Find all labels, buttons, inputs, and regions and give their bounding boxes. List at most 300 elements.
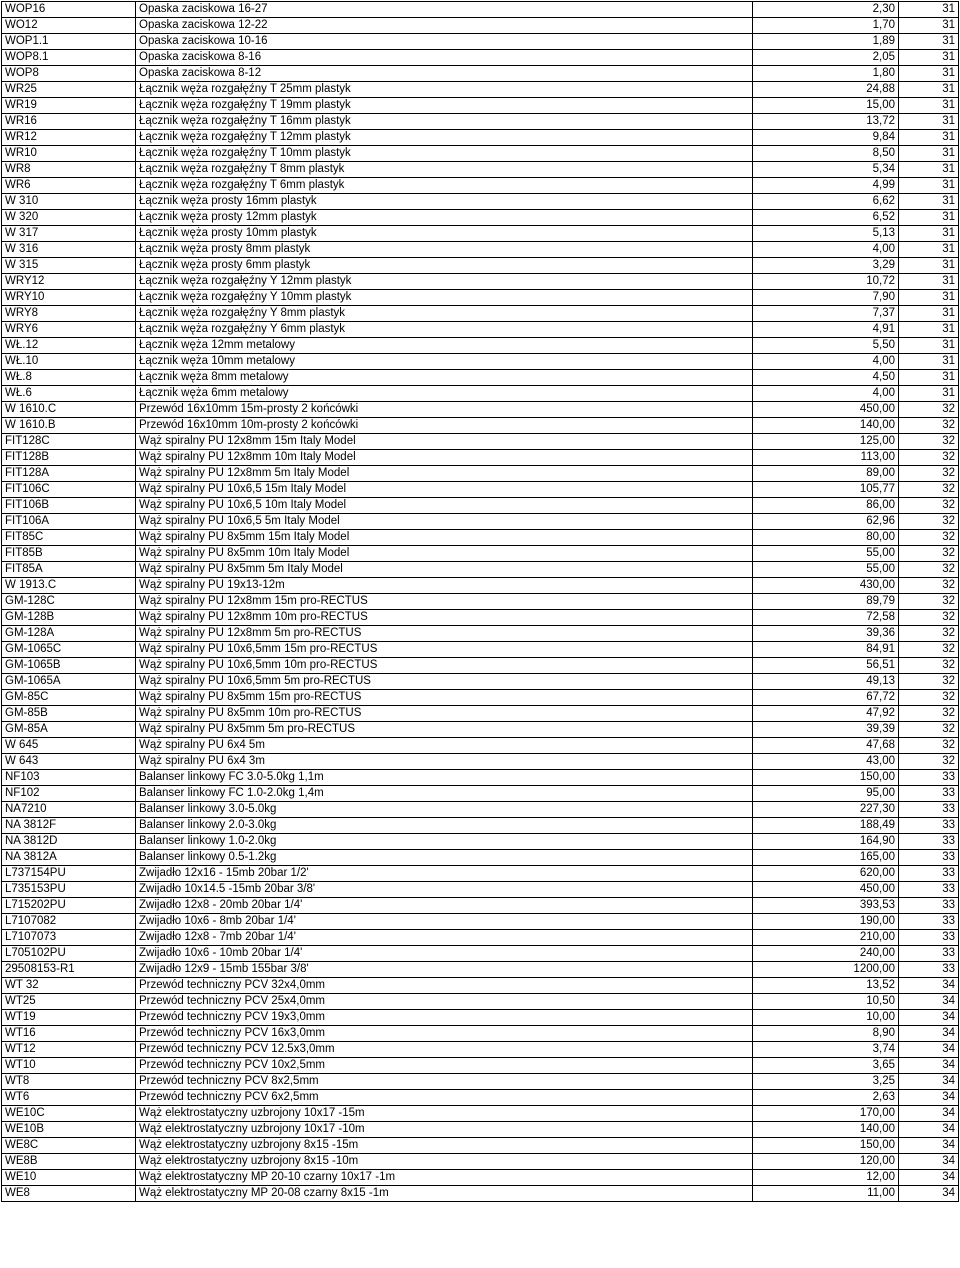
- product-description-cell: Przewód techniczny PCV 10x2,5mm: [136, 1058, 753, 1074]
- product-code-cell: W 643: [2, 754, 136, 770]
- product-code-cell: W 320: [2, 210, 136, 226]
- price-cell: 55,00: [753, 562, 899, 578]
- price-cell: 170,00: [753, 1106, 899, 1122]
- price-cell: 47,68: [753, 738, 899, 754]
- table-row: [2, 1042, 959, 1058]
- price-cell: 125,00: [753, 434, 899, 450]
- table-row: [2, 706, 959, 722]
- page-number-cell: 31: [899, 290, 959, 306]
- table-row: [2, 850, 959, 866]
- page-number-cell: 31: [899, 386, 959, 402]
- price-cell: 240,00: [753, 946, 899, 962]
- product-description-cell: Łącznik węża prosty 8mm plastyk: [136, 242, 753, 258]
- price-cell: 2,30: [753, 2, 899, 18]
- product-description-cell: Łącznik węża 10mm metalowy: [136, 354, 753, 370]
- product-description-cell: Wąż spiralny PU 12x8mm 5m Italy Model: [136, 466, 753, 482]
- price-cell: 5,13: [753, 226, 899, 242]
- product-code-cell: L715202PU: [2, 898, 136, 914]
- product-code-cell: WT12: [2, 1042, 136, 1058]
- table-row: [2, 450, 959, 466]
- price-cell: 188,49: [753, 818, 899, 834]
- product-code-cell: L7107082: [2, 914, 136, 930]
- product-description-cell: Łącznik węża prosty 12mm plastyk: [136, 210, 753, 226]
- product-code-cell: GM-1065A: [2, 674, 136, 690]
- product-code-cell: WE10: [2, 1170, 136, 1186]
- page-number-cell: 32: [899, 450, 959, 466]
- product-description-cell: Zwijadło 12x16 - 15mb 20bar 1/2': [136, 866, 753, 882]
- product-code-cell: GM-128A: [2, 626, 136, 642]
- product-description-cell: Wąż elektrostatyczny uzbrojony 8x15 -10m: [136, 1154, 753, 1170]
- table-row: [2, 402, 959, 418]
- page-number-cell: 33: [899, 866, 959, 882]
- page-number-cell: 33: [899, 898, 959, 914]
- product-description-cell: Wąż spiralny PU 12x8mm 15m Italy Model: [136, 434, 753, 450]
- table-row: [2, 642, 959, 658]
- table-row: [2, 626, 959, 642]
- page-number-cell: 31: [899, 258, 959, 274]
- product-code-cell: FIT128A: [2, 466, 136, 482]
- product-description-cell: Łącznik węża rozgałęźny T 25mm plastyk: [136, 82, 753, 98]
- product-description-cell: Łącznik węża rozgałęźny T 19mm plastyk: [136, 98, 753, 114]
- page-number-cell: 31: [899, 194, 959, 210]
- product-description-cell: Łącznik węża rozgałęźny Y 6mm plastyk: [136, 322, 753, 338]
- price-cell: 5,50: [753, 338, 899, 354]
- product-description-cell: Wąż spiralny PU 8x5mm 15m pro-RECTUS: [136, 690, 753, 706]
- page-number-cell: 34: [899, 1042, 959, 1058]
- product-code-cell: FIT106C: [2, 482, 136, 498]
- product-description-cell: Łącznik węża 6mm metalowy: [136, 386, 753, 402]
- product-code-cell: WŁ.10: [2, 354, 136, 370]
- product-code-cell: GM-128B: [2, 610, 136, 626]
- table-row: [2, 2, 959, 18]
- page-number-cell: 34: [899, 1026, 959, 1042]
- page-number-cell: 31: [899, 146, 959, 162]
- table-row: [2, 498, 959, 514]
- page-number-cell: 34: [899, 1106, 959, 1122]
- table-row: [2, 1154, 959, 1170]
- table-row: [2, 882, 959, 898]
- product-description-cell: Wąż spiralny PU 12x8mm 10m pro-RECTUS: [136, 610, 753, 626]
- product-code-cell: L705102PU: [2, 946, 136, 962]
- product-description-cell: Łącznik węża rozgałęźny Y 10mm plastyk: [136, 290, 753, 306]
- table-row: [2, 866, 959, 882]
- product-code-cell: FIT106B: [2, 498, 136, 514]
- product-code-cell: W 1610.C: [2, 402, 136, 418]
- product-description-cell: Wąż spiralny PU 12x8mm 15m pro-RECTUS: [136, 594, 753, 610]
- table-row: [2, 1058, 959, 1074]
- product-code-cell: L737154PU: [2, 866, 136, 882]
- table-row: [2, 1122, 959, 1138]
- table-row: [2, 290, 959, 306]
- product-description-cell: Opaska zaciskowa 16-27: [136, 2, 753, 18]
- product-description-cell: Łącznik węża prosty 6mm plastyk: [136, 258, 753, 274]
- product-code-cell: WT8: [2, 1074, 136, 1090]
- price-cell: 43,00: [753, 754, 899, 770]
- product-description-cell: Zwijadło 12x8 - 7mb 20bar 1/4': [136, 930, 753, 946]
- page-number-cell: 34: [899, 1154, 959, 1170]
- page-number-cell: 33: [899, 962, 959, 978]
- price-cell: 190,00: [753, 914, 899, 930]
- table-row: [2, 50, 959, 66]
- price-cell: 55,00: [753, 546, 899, 562]
- product-code-cell: GM-128C: [2, 594, 136, 610]
- product-code-cell: 29508153-R1: [2, 962, 136, 978]
- product-description-cell: Przewód techniczny PCV 6x2,5mm: [136, 1090, 753, 1106]
- product-code-cell: WŁ.6: [2, 386, 136, 402]
- page-number-cell: 32: [899, 498, 959, 514]
- product-code-cell: WR6: [2, 178, 136, 194]
- price-cell: 3,65: [753, 1058, 899, 1074]
- product-description-cell: Wąż spiralny PU 6x4 5m: [136, 738, 753, 754]
- price-cell: 2,05: [753, 50, 899, 66]
- product-description-cell: Łącznik węża rozgałęźny T 10mm plastyk: [136, 146, 753, 162]
- product-description-cell: Łącznik węża rozgałęźny T 12mm plastyk: [136, 130, 753, 146]
- page-number-cell: 31: [899, 210, 959, 226]
- table-row: [2, 354, 959, 370]
- price-cell: 2,63: [753, 1090, 899, 1106]
- table-row: [2, 978, 959, 994]
- product-code-cell: WE10C: [2, 1106, 136, 1122]
- product-code-cell: WOP1.1: [2, 34, 136, 50]
- table-row: [2, 962, 959, 978]
- page-number-cell: 31: [899, 178, 959, 194]
- product-description-cell: Łącznik węża rozgałęźny Y 8mm plastyk: [136, 306, 753, 322]
- product-description-cell: Opaska zaciskowa 8-16: [136, 50, 753, 66]
- page-number-cell: 32: [899, 658, 959, 674]
- price-cell: 89,79: [753, 594, 899, 610]
- product-description-cell: Wąż spiralny PU 12x8mm 5m pro-RECTUS: [136, 626, 753, 642]
- page-number-cell: 32: [899, 722, 959, 738]
- price-cell: 39,39: [753, 722, 899, 738]
- table-row: [2, 578, 959, 594]
- product-code-cell: WT25: [2, 994, 136, 1010]
- product-code-cell: NA7210: [2, 802, 136, 818]
- table-row: [2, 802, 959, 818]
- price-cell: 6,62: [753, 194, 899, 210]
- table-row: [2, 82, 959, 98]
- product-code-cell: WE8C: [2, 1138, 136, 1154]
- page-number-cell: 32: [899, 530, 959, 546]
- product-code-cell: WR19: [2, 98, 136, 114]
- page-number-cell: 34: [899, 1090, 959, 1106]
- price-cell: 6,52: [753, 210, 899, 226]
- table-row: [2, 610, 959, 626]
- product-code-cell: W 1610.B: [2, 418, 136, 434]
- price-list-sheet: [1, 1, 958, 1202]
- product-description-cell: Łącznik węża prosty 16mm plastyk: [136, 194, 753, 210]
- price-cell: 47,92: [753, 706, 899, 722]
- table-row: [2, 306, 959, 322]
- product-description-cell: Wąż spiralny PU 6x4 3m: [136, 754, 753, 770]
- page-number-cell: 32: [899, 434, 959, 450]
- product-code-cell: FIT128B: [2, 450, 136, 466]
- product-description-cell: Przewód techniczny PCV 12.5x3,0mm: [136, 1042, 753, 1058]
- product-description-cell: Łącznik węża 12mm metalowy: [136, 338, 753, 354]
- page-number-cell: 34: [899, 1138, 959, 1154]
- product-code-cell: W 316: [2, 242, 136, 258]
- product-code-cell: WO12: [2, 18, 136, 34]
- price-cell: 450,00: [753, 402, 899, 418]
- price-cell: 7,37: [753, 306, 899, 322]
- price-cell: 11,00: [753, 1186, 899, 1202]
- product-code-cell: FIT85A: [2, 562, 136, 578]
- price-cell: 1,80: [753, 66, 899, 82]
- page-number-cell: 31: [899, 130, 959, 146]
- table-row: [2, 1138, 959, 1154]
- product-code-cell: W 645: [2, 738, 136, 754]
- product-code-cell: WR12: [2, 130, 136, 146]
- page-number-cell: 33: [899, 834, 959, 850]
- page-number-cell: 32: [899, 610, 959, 626]
- page-number-cell: 32: [899, 674, 959, 690]
- product-description-cell: Zwijadło 12x9 - 15mb 155bar 3/8': [136, 962, 753, 978]
- table-row: [2, 898, 959, 914]
- page-number-cell: 33: [899, 914, 959, 930]
- table-row: [2, 770, 959, 786]
- page-number-cell: 32: [899, 690, 959, 706]
- page-number-cell: 32: [899, 706, 959, 722]
- table-row: [2, 946, 959, 962]
- price-cell: 62,96: [753, 514, 899, 530]
- product-code-cell: WR8: [2, 162, 136, 178]
- page-number-cell: 32: [899, 594, 959, 610]
- table-row: [2, 674, 959, 690]
- price-cell: 105,77: [753, 482, 899, 498]
- price-cell: 7,90: [753, 290, 899, 306]
- product-code-cell: WT6: [2, 1090, 136, 1106]
- product-code-cell: GM-85C: [2, 690, 136, 706]
- product-description-cell: Wąż spiralny PU 8x5mm 15m Italy Model: [136, 530, 753, 546]
- page-number-cell: 32: [899, 546, 959, 562]
- product-code-cell: NA 3812F: [2, 818, 136, 834]
- price-cell: 164,90: [753, 834, 899, 850]
- product-code-cell: NA 3812D: [2, 834, 136, 850]
- table-row: [2, 114, 959, 130]
- price-cell: 3,74: [753, 1042, 899, 1058]
- page-number-cell: 31: [899, 98, 959, 114]
- price-cell: 86,00: [753, 498, 899, 514]
- page-number-cell: 32: [899, 626, 959, 642]
- product-description-cell: Przewód 16x10mm 15m-prosty 2 końcówki: [136, 402, 753, 418]
- price-cell: 450,00: [753, 882, 899, 898]
- price-cell: 393,53: [753, 898, 899, 914]
- product-description-cell: Łącznik węża rozgałęźny T 6mm plastyk: [136, 178, 753, 194]
- product-description-cell: Przewód techniczny PCV 25x4,0mm: [136, 994, 753, 1010]
- product-code-cell: FIT128C: [2, 434, 136, 450]
- table-row: [2, 834, 959, 850]
- price-cell: 56,51: [753, 658, 899, 674]
- page-number-cell: 32: [899, 642, 959, 658]
- product-description-cell: Wąż elektrostatyczny uzbrojony 10x17 -15m: [136, 1106, 753, 1122]
- product-description-cell: Wąż elektrostatyczny uzbrojony 8x15 -15m: [136, 1138, 753, 1154]
- table-row: [2, 994, 959, 1010]
- page-number-cell: 31: [899, 82, 959, 98]
- page-number-cell: 32: [899, 402, 959, 418]
- product-description-cell: Przewód techniczny PCV 19x3,0mm: [136, 1010, 753, 1026]
- product-description-cell: Balanser linkowy 1.0-2.0kg: [136, 834, 753, 850]
- product-description-cell: Wąż spiralny PU 10x6,5 5m Italy Model: [136, 514, 753, 530]
- product-code-cell: WRY6: [2, 322, 136, 338]
- page-number-cell: 34: [899, 1122, 959, 1138]
- price-list-body: [2, 2, 959, 1202]
- price-cell: 620,00: [753, 866, 899, 882]
- product-code-cell: WŁ.12: [2, 338, 136, 354]
- price-cell: 1,89: [753, 34, 899, 50]
- price-cell: 8,90: [753, 1026, 899, 1042]
- product-description-cell: Wąż elektrostatyczny MP 20-10 czarny 10x17 -1m: [136, 1170, 753, 1186]
- product-code-cell: NF103: [2, 770, 136, 786]
- price-cell: 227,30: [753, 802, 899, 818]
- price-cell: 72,58: [753, 610, 899, 626]
- page-number-cell: 31: [899, 226, 959, 242]
- table-row: [2, 418, 959, 434]
- product-description-cell: Przewód techniczny PCV 32x4,0mm: [136, 978, 753, 994]
- page-number-cell: 34: [899, 994, 959, 1010]
- product-description-cell: Opaska zaciskowa 8-12: [136, 66, 753, 82]
- table-row: [2, 258, 959, 274]
- product-description-cell: Zwijadło 10x6 - 10mb 20bar 1/4': [136, 946, 753, 962]
- price-cell: 3,29: [753, 258, 899, 274]
- product-code-cell: GM-85A: [2, 722, 136, 738]
- product-code-cell: NF102: [2, 786, 136, 802]
- product-code-cell: WT16: [2, 1026, 136, 1042]
- page-number-cell: 31: [899, 66, 959, 82]
- product-description-cell: Przewód 16x10mm 10m-prosty 2 końcówki: [136, 418, 753, 434]
- table-row: [2, 146, 959, 162]
- price-cell: 10,72: [753, 274, 899, 290]
- product-description-cell: Wąż spiralny PU 8x5mm 10m Italy Model: [136, 546, 753, 562]
- product-description-cell: Wąż spiralny PU 10x6,5mm 10m pro-RECTUS: [136, 658, 753, 674]
- page-number-cell: 33: [899, 770, 959, 786]
- price-cell: 120,00: [753, 1154, 899, 1170]
- page-number-cell: 34: [899, 1170, 959, 1186]
- price-cell: 10,50: [753, 994, 899, 1010]
- table-row: [2, 594, 959, 610]
- product-code-cell: W 317: [2, 226, 136, 242]
- price-cell: 8,50: [753, 146, 899, 162]
- price-cell: 1200,00: [753, 962, 899, 978]
- price-cell: 84,91: [753, 642, 899, 658]
- page-number-cell: 31: [899, 18, 959, 34]
- table-row: [2, 66, 959, 82]
- table-row: [2, 1026, 959, 1042]
- table-row: [2, 1074, 959, 1090]
- price-cell: 15,00: [753, 98, 899, 114]
- table-row: [2, 514, 959, 530]
- page-number-cell: 31: [899, 274, 959, 290]
- table-row: [2, 322, 959, 338]
- table-row: [2, 18, 959, 34]
- product-code-cell: WT 32: [2, 978, 136, 994]
- price-cell: 4,00: [753, 354, 899, 370]
- price-cell: 13,72: [753, 114, 899, 130]
- page-number-cell: 33: [899, 882, 959, 898]
- product-code-cell: WRY10: [2, 290, 136, 306]
- product-description-cell: Zwijadło 10x6 - 8mb 20bar 1/4': [136, 914, 753, 930]
- product-code-cell: WŁ.8: [2, 370, 136, 386]
- price-cell: 13,52: [753, 978, 899, 994]
- price-cell: 165,00: [753, 850, 899, 866]
- table-row: [2, 98, 959, 114]
- page-number-cell: 34: [899, 978, 959, 994]
- product-description-cell: Wąż spiralny PU 12x8mm 10m Italy Model: [136, 450, 753, 466]
- page-number-cell: 31: [899, 370, 959, 386]
- price-cell: 140,00: [753, 418, 899, 434]
- product-description-cell: Wąż spiralny PU 10x6,5 15m Italy Model: [136, 482, 753, 498]
- page-number-cell: 33: [899, 850, 959, 866]
- product-code-cell: L7107073: [2, 930, 136, 946]
- price-cell: 67,72: [753, 690, 899, 706]
- page-number-cell: 33: [899, 946, 959, 962]
- price-cell: 3,25: [753, 1074, 899, 1090]
- product-code-cell: FIT85C: [2, 530, 136, 546]
- product-description-cell: Wąż spiralny PU 8x5mm 5m Italy Model: [136, 562, 753, 578]
- product-code-cell: WE8B: [2, 1154, 136, 1170]
- table-row: [2, 482, 959, 498]
- table-row: [2, 1010, 959, 1026]
- product-code-cell: WOP16: [2, 2, 136, 18]
- table-row: [2, 690, 959, 706]
- page-number-cell: 31: [899, 306, 959, 322]
- page-number-cell: 31: [899, 114, 959, 130]
- page-number-cell: 32: [899, 418, 959, 434]
- table-row: [2, 178, 959, 194]
- price-cell: 10,00: [753, 1010, 899, 1026]
- table-row: [2, 274, 959, 290]
- table-row: [2, 226, 959, 242]
- product-code-cell: FIT85B: [2, 546, 136, 562]
- product-code-cell: WRY8: [2, 306, 136, 322]
- product-description-cell: Opaska zaciskowa 12-22: [136, 18, 753, 34]
- page-number-cell: 31: [899, 2, 959, 18]
- table-row: [2, 754, 959, 770]
- price-cell: 95,00: [753, 786, 899, 802]
- page-number-cell: 33: [899, 786, 959, 802]
- price-cell: 1,70: [753, 18, 899, 34]
- product-description-cell: Wąż elektrostatyczny MP 20-08 czarny 8x15 -1m: [136, 1186, 753, 1202]
- page-number-cell: 32: [899, 578, 959, 594]
- page-number-cell: 31: [899, 354, 959, 370]
- product-description-cell: Łącznik węża rozgałęźny T 16mm plastyk: [136, 114, 753, 130]
- page-number-cell: 32: [899, 482, 959, 498]
- table-row: [2, 130, 959, 146]
- product-description-cell: Zwijadło 10x14.5 -15mb 20bar 3/8': [136, 882, 753, 898]
- price-cell: 39,36: [753, 626, 899, 642]
- product-code-cell: FIT106A: [2, 514, 136, 530]
- product-code-cell: WT19: [2, 1010, 136, 1026]
- price-cell: 49,13: [753, 674, 899, 690]
- product-description-cell: Wąż spiralny PU 10x6,5 10m Italy Model: [136, 498, 753, 514]
- product-code-cell: WOP8.1: [2, 50, 136, 66]
- price-cell: 80,00: [753, 530, 899, 546]
- price-cell: 5,34: [753, 162, 899, 178]
- page-number-cell: 32: [899, 514, 959, 530]
- price-cell: 430,00: [753, 578, 899, 594]
- table-row: [2, 722, 959, 738]
- table-row: [2, 434, 959, 450]
- table-row: [2, 162, 959, 178]
- price-cell: 140,00: [753, 1122, 899, 1138]
- page-number-cell: 32: [899, 466, 959, 482]
- price-cell: 24,88: [753, 82, 899, 98]
- product-code-cell: NA 3812A: [2, 850, 136, 866]
- table-row: [2, 1170, 959, 1186]
- table-row: [2, 546, 959, 562]
- table-row: [2, 194, 959, 210]
- product-code-cell: GM-85B: [2, 706, 136, 722]
- page-number-cell: 33: [899, 818, 959, 834]
- page-number-cell: 32: [899, 738, 959, 754]
